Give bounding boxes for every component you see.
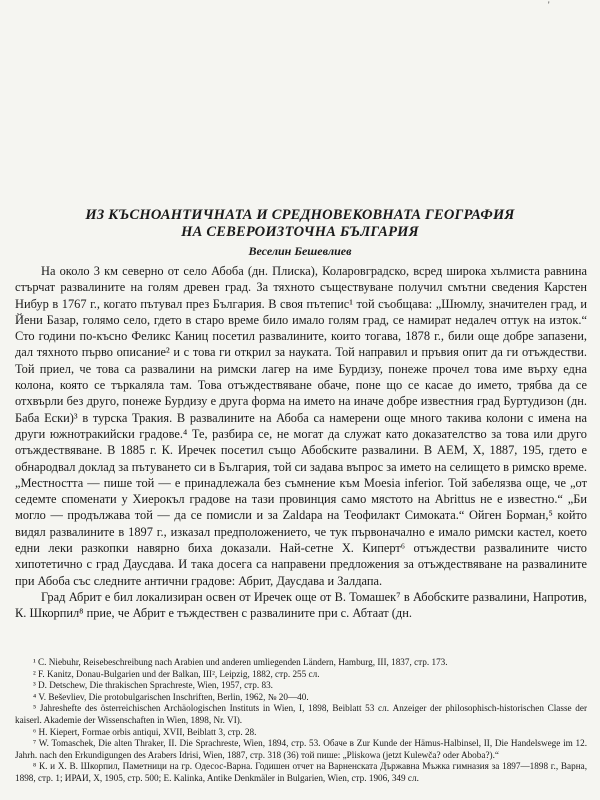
body-paragraph-2: Град Абрит е бил локализиран освен от Иречек още от В. Томашек⁷ в Абобските развалини, Напротив, К. Шкорпил⁸ прие, че Абрит е тъждествен с развалините при с. Абтаат (дн. [15, 589, 587, 621]
article-title-line-1: ИЗ КЪСНОАНТИЧНАТА И СРЕДНОВЕКОВНАТА ГЕОГРАФИЯ [85, 207, 515, 223]
footnote: ³ D. Detschew, Die thrakischen Sprachreste, Wien, 1957, стр. 83. [33, 680, 273, 691]
page-corner-mark: ' [548, 0, 550, 10]
footnote: ⁸ К. и Х. В. Шкорпил, Паметници на гр. Одесос-Варна. Годишен отчет на Варненската Държавна Мъжка гимназия за 1897—1898 г., Варна, 1898, стр. 1; ИРАИ, X, 1905, стр. 500; E. Kalinka, Antike Denkmäler in Bulgarien, Wien, стр. 1906, 349 сл. [15, 761, 587, 783]
footnotes-list [15, 657, 587, 785]
article-author: Веселин Бешевлиев [248, 244, 352, 258]
footnote: ⁶ H. Kiepert, Formae orbis antiqui, XVII, Beiblatt 3, стр. 28. [33, 726, 257, 737]
footnote: ⁴ V. Beševliev, Die protobulgarischen Inschriften, Berlin, 1962, № 20—40. [33, 691, 309, 702]
footnote: ⁷ W. Tomaschek, Die alten Thraker, II. Die Sprachreste, Wien, 1894, стр. 53. Обаче в Zur Kunde der Hämus-Halbinsel, II, Die Handelswege im 12. Jahrh. nach den Erkundigungen des Arabers Idrisi, Wien, 1887, стр. 318 (36) той пише: „Pliskowa (jetzt Kulewča? oder Aboba?).“ [15, 738, 587, 760]
body-paragraph-1: На около 3 км северно от село Абоба (дн. Плиска), Коларовградско, всред широка хълмиста равнина стърчат развалините на голям древен град. За тяхното съществуване получил смътни сведения Карстен Нибур в 1767 г., когато пътувал през България. В своя пътепис¹ той съобщава: „Шюмлу, значителен град, и Йени Базар, голямо село, гдето в старо време било имало голям град, се намират недалеч оттук на изток.“ Сто години по-късно Феликс Каниц посетил развалините, които тогава, 1878 г., били още добре запазени, дал тяхното първо описание² и с това ги открил за науката. Той направил и пръвия опит да ги отъждестви. Той приел, че това са развалини на римски лагер на име Бурдизу, понеже прочел това име върху една колона, която се търкаляла там. Това отъждествяване обаче, поне що се касае до името, трябва да се отхвърли без друго, понеже Бурдизу е друга форма на името на иначе добре известния град Буртудизон (дн. Баба Ески)³ в турска Тракия. В развалините на Абоба са намерени още много такива колони с имена на други южнотракийски градове.⁴ Те, разбира се, не могат да служат като доказателство за това или друго отъждествяване. В 1885 г. К. Иречек посетил също Абобските развалини. В АЕМ, X, 1887, 195, гдето е обнародвал доклад за пътуването си в България, той си задава въпрос за името на селището в римско време. „Местността — пише той — е принадлежала без съмнение към Moesia inferior. Той забелязва още, че „от седемте споменати у Хиерокъл градове на тази провинция само мястото на Abrittus не е известно.“ „Би могло — продължава той — да се помисли и за Zaldapa на Теофилакт Симоката.“ Ойген Борман,⁵ който видял развалините в 1897 г., изказал предположението, че тук първоначално е имало римски кастел, което едни леки разкопки навярно биха доказали. Най-сетне Х. Киперт⁶ отъждестви развалините чисто хипотетично с град Даусдава. И така досега са направени предложения за отъждествяване на развалините при Абоба със следните антични градове: Абрит, Даусдава и Залдапа. [15, 264, 587, 588]
footnote: ² F. Kanitz, Donau-Bulgarien und der Balkan, III², Leipzig, 1882, стр. 255 сл. [33, 668, 320, 679]
footnote: ⁵ Jahreshefte des österreichischen Archäologischen Instituts in Wien, I, 1898, Beiblatt 53 сл. Anzeiger der philosophisch-historischen Classe der kaiserl. Akademie der Wissenschaften in Wien, 1898, Nr. VI). [15, 703, 587, 725]
footnote: ¹ C. Niebuhr, Reisebeschreibung nach Arabien und anderen umliegenden Ländern, Hamburg, III, 1837, стр. 173. [33, 657, 448, 667]
article-title-line-2: НА СЕВЕРОИЗТОЧНА БЪЛГАРИЯ [181, 224, 419, 240]
article-body [15, 263, 587, 622]
